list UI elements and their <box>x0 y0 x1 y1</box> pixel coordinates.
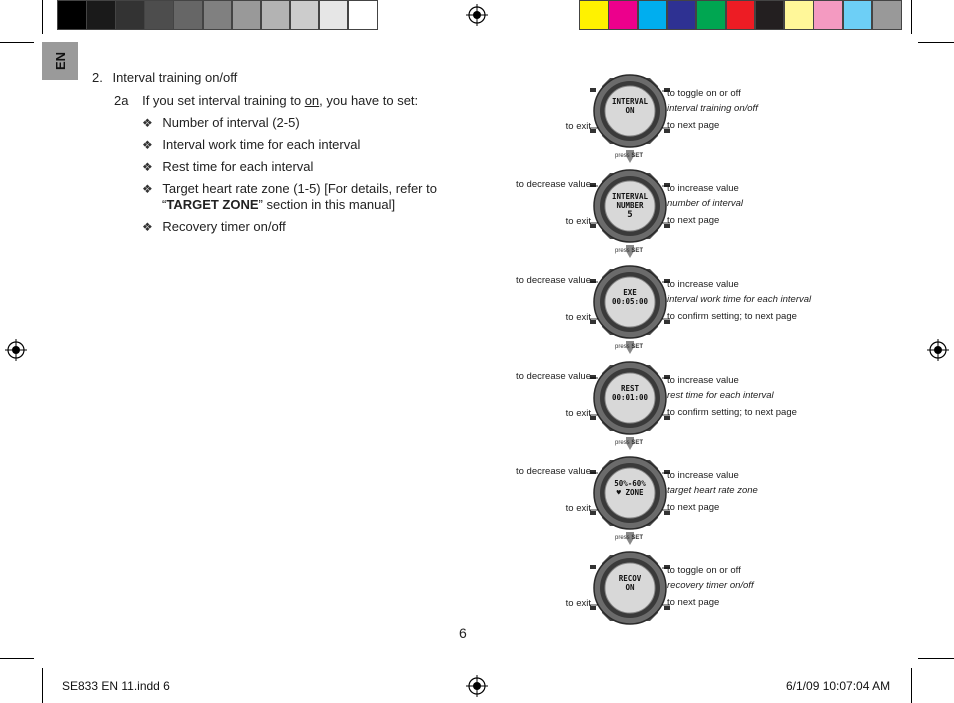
crop-mark <box>0 658 34 659</box>
annotation-right-bottom: to next page <box>667 597 720 608</box>
set-key-text: SET <box>631 440 644 446</box>
color-swatch <box>667 0 697 30</box>
annotation-left-top: to decrease value <box>516 275 591 286</box>
annotation-left-bottom: to exit <box>565 312 591 323</box>
gray-swatch <box>261 0 291 30</box>
annotation-right-mid: interval training on/off <box>667 103 758 114</box>
leader-lines <box>590 263 670 341</box>
annotation-right-bottom: to next page <box>667 502 720 513</box>
language-tab <box>42 42 78 80</box>
press-set-label <box>615 248 643 254</box>
color-swatch <box>608 0 638 30</box>
list-item <box>142 137 360 152</box>
diamond-bullet-icon: ❖ <box>142 182 153 196</box>
crop-mark <box>911 668 912 703</box>
diamond-bullet-icon: ❖ <box>142 116 153 130</box>
set-key-text: SET <box>631 153 644 159</box>
quote-open: “ <box>162 197 167 212</box>
language-tab-label: EN <box>52 51 68 71</box>
color-swatch <box>638 0 668 30</box>
watch-screen-value: 5 <box>627 210 633 220</box>
annotation-left-bottom: to exit <box>565 121 591 132</box>
gray-swatch <box>173 0 203 30</box>
watch-screen-bottom: ON <box>625 106 635 115</box>
registration-mark-icon <box>466 4 488 26</box>
annotation-right-top: to toggle on or off <box>667 88 741 99</box>
annotation-right-bottom: to next page <box>667 215 720 226</box>
annotation-left-bottom: to exit <box>565 503 591 514</box>
crop-mark <box>918 658 954 659</box>
crop-mark <box>0 42 34 43</box>
annotation-right-mid: interval work time for each interval <box>667 294 812 305</box>
color-swatch <box>784 0 814 30</box>
press-text: press <box>615 535 632 541</box>
press-set-label <box>615 153 643 159</box>
press-text: press <box>615 248 632 254</box>
section-heading <box>92 70 237 85</box>
annotation-left-top: to decrease value <box>516 371 591 382</box>
watch-screen-top: RECOV <box>618 574 642 583</box>
leader-lines <box>590 454 670 532</box>
list-item-continuation <box>162 197 395 212</box>
crop-mark <box>918 42 954 43</box>
heading-number: 2. <box>92 70 103 85</box>
list-item <box>142 159 313 174</box>
list-item-text: Number of interval (2-5) <box>162 115 300 130</box>
annotation-left-bottom: to exit <box>565 216 591 227</box>
annotation-right-mid: recovery timer on/off <box>667 580 754 591</box>
set-key-text: SET <box>631 248 644 254</box>
press-text: press <box>615 344 632 350</box>
leader-lines <box>590 167 670 245</box>
gray-swatch <box>203 0 233 30</box>
press-set-label <box>615 344 643 350</box>
annotation-right-bottom: to confirm setting; to next page <box>667 311 797 322</box>
color-swatch <box>726 0 756 30</box>
color-swatch <box>843 0 873 30</box>
leader-lines <box>590 72 670 150</box>
color-swatch <box>696 0 726 30</box>
target-zone-bold: TARGET ZONE <box>166 197 259 212</box>
annotation-right-mid: rest time for each interval <box>667 390 774 401</box>
gray-swatch <box>290 0 320 30</box>
list-item-text: Recovery timer on/off <box>162 219 286 234</box>
footer-file-info: SE833 EN 11.indd 6 <box>62 679 170 693</box>
color-swatch <box>755 0 785 30</box>
subsection-pre: If you set interval training to <box>142 93 305 108</box>
annotation-left-top: to decrease value <box>516 466 591 477</box>
annotation-right-top: to increase value <box>667 375 739 386</box>
page-number: 6 <box>459 625 467 641</box>
list-item-text: Target heart rate zone (1-5) [For details, refer to <box>162 181 437 196</box>
watch-screen-top: INTERVAL <box>611 97 649 106</box>
press-text: press <box>615 153 632 159</box>
footer-timestamp: 6/1/09 10:07:04 AM <box>786 679 891 693</box>
leader-lines <box>590 359 670 437</box>
gray-swatch <box>348 0 378 30</box>
annotation-right-bottom: to confirm setting; to next page <box>667 407 797 418</box>
color-swatch <box>813 0 843 30</box>
list-item <box>142 115 300 130</box>
gray-swatch <box>144 0 174 30</box>
gray-swatch <box>115 0 145 30</box>
annotation-right-bottom: to next page <box>667 120 720 131</box>
annotation-right-mid: target heart rate zone <box>667 485 758 496</box>
diamond-bullet-icon: ❖ <box>142 160 153 174</box>
gray-swatch <box>86 0 116 30</box>
list-item-text: Interval work time for each interval <box>162 137 361 152</box>
list-item <box>142 219 286 234</box>
watch-screen-top: 50%-60% <box>614 479 646 488</box>
subsection-number: 2a <box>114 93 129 108</box>
diamond-bullet-icon: ❖ <box>142 220 153 234</box>
leader-lines <box>590 549 670 627</box>
gray-swatch <box>57 0 87 30</box>
color-swatch <box>579 0 609 30</box>
heading-text: Interval training on/off <box>112 70 238 85</box>
set-key-text: SET <box>631 535 644 541</box>
quote-close-text: ” section in this manual] <box>258 197 396 212</box>
watch-screen-top: INTERVAL <box>611 192 649 201</box>
subsection-on: on <box>304 93 320 108</box>
registration-mark-icon <box>927 339 949 361</box>
watch-screen-top: REST <box>620 384 640 393</box>
press-set-label <box>615 440 643 446</box>
annotation-left-bottom: to exit <box>565 408 591 419</box>
watch-screen-bottom: 00:01:00 <box>611 393 649 402</box>
watch-screen-bottom: ♥ ZONE <box>616 488 644 497</box>
watch-screen-top: EXE <box>623 288 637 297</box>
press-text: press <box>615 440 632 446</box>
set-key-text: SET <box>631 344 644 350</box>
annotation-right-top: to increase value <box>667 183 739 194</box>
crop-mark <box>911 0 912 34</box>
crop-mark <box>42 0 43 34</box>
diamond-bullet-icon: ❖ <box>142 138 153 152</box>
annotation-left-bottom: to exit <box>565 598 591 609</box>
annotation-left-top: to decrease value <box>516 179 591 190</box>
registration-mark-icon <box>466 675 488 697</box>
annotation-right-top: to increase value <box>667 279 739 290</box>
watch-screen-bottom: 00:05:00 <box>611 297 649 306</box>
gray-swatch <box>319 0 349 30</box>
press-set-label <box>615 535 643 541</box>
subsection-post: , you have to set: <box>319 93 419 108</box>
watch-screen-bottom: NUMBER <box>616 201 644 210</box>
registration-mark-icon <box>5 339 27 361</box>
annotation-right-top: to toggle on or off <box>667 565 741 576</box>
subsection-line <box>114 93 418 108</box>
list-item-text: Rest time for each interval <box>162 159 314 174</box>
annotation-right-top: to increase value <box>667 470 739 481</box>
list-item <box>142 181 437 196</box>
gray-swatch <box>232 0 262 30</box>
color-swatch <box>872 0 902 30</box>
crop-mark <box>42 668 43 703</box>
watch-screen-bottom: ON <box>625 583 635 592</box>
annotation-right-mid: number of interval <box>667 198 744 209</box>
